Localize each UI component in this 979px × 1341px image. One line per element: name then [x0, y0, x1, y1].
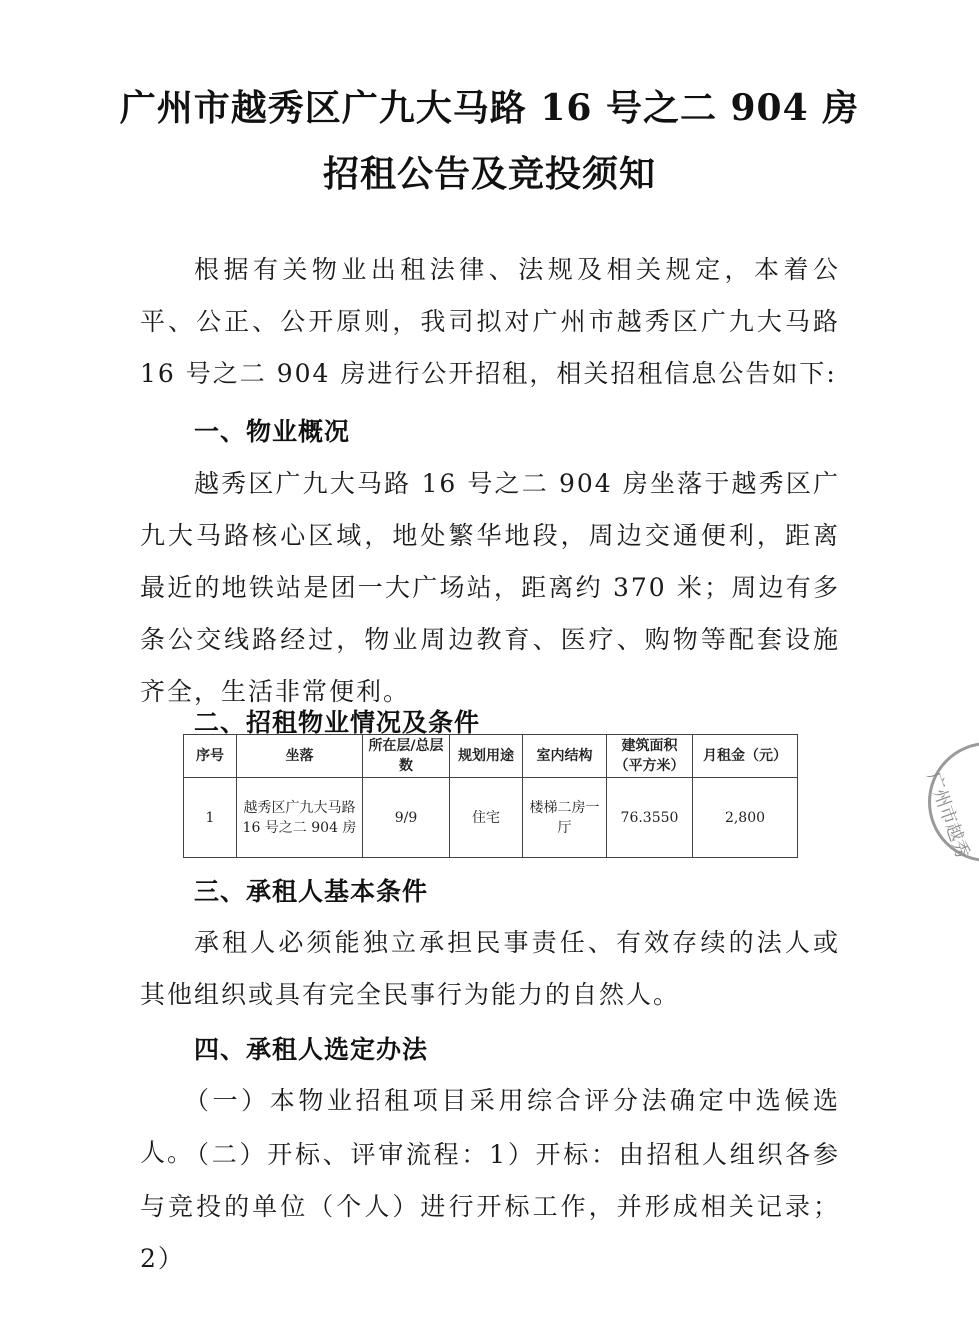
section-3-heading: 三、承租人基本条件	[194, 877, 429, 906]
col-header-seq: 序号	[184, 735, 237, 778]
section-2-heading: 二、招租物业情况及条件	[194, 708, 481, 737]
section-1-body: 越秀区广九大马路 16 号之二 904 房坐落于越秀区广九大马路核心区域，地处繁华地段，周边交通便利，距离最近的地铁站是团一大广场站，距离约 370 米；周边有多条公交线路经过，物业周边教育、医疗、购物等配套设施齐全，生活非常便利。	[140, 469, 840, 706]
section-4-heading: 四、承租人选定办法	[194, 1035, 429, 1064]
section-4-item-2: （二）开标、评审流程：1）开标：由招租人组织各参与竞投的单位（个人）进行开标工作，并形成相关记录；2）	[140, 1140, 840, 1273]
section-1-heading: 一、物业概况	[194, 417, 351, 446]
col-header-structure: 室内结构	[523, 735, 607, 778]
col-header-location: 坐落	[237, 735, 363, 778]
rental-property-table	[183, 734, 798, 858]
document-title-line-1: 广州市越秀区广九大马路 16 号之二 904 房	[119, 87, 860, 129]
col-header-rent: 月租金（元）	[693, 735, 798, 778]
intro-paragraph: 根据有关物业出租法律、法规及相关规定，本着公平、公正、公开原则，我司拟对广州市越秀区广九大马路 16 号之二 904 房进行公开招租，相关招租信息公告如下:	[140, 255, 840, 388]
cell-floor: 9/9	[363, 778, 450, 858]
col-header-floor: 所在层/总层数	[363, 735, 450, 778]
cell-structure: 楼梯二房一厅	[523, 778, 607, 858]
cell-rent: 2,800	[693, 778, 798, 858]
col-header-use: 规划用途	[450, 735, 523, 778]
company-seal-text: 广州市越秀	[922, 769, 974, 862]
table-header-row	[184, 735, 798, 778]
col-header-area: 建筑面积（平方米）	[607, 735, 693, 778]
cell-area: 76.3550	[607, 778, 693, 858]
cell-location: 越秀区广九大马路 16 号之二 904 房	[237, 778, 363, 858]
section-4-item-1: （一）本物业招租项目采用综合评分法确定中选候选人。	[140, 1086, 840, 1167]
cell-seq: 1	[184, 778, 237, 858]
section-3-body: 承租人必须能独立承担民事责任、有效存续的法人或其他组织或具有完全民事行为能力的自然人。	[140, 928, 840, 1009]
cell-use: 住宅	[450, 778, 523, 858]
document-title-line-2: 招租公告及竞投须知	[322, 153, 656, 195]
table-row	[184, 778, 798, 858]
